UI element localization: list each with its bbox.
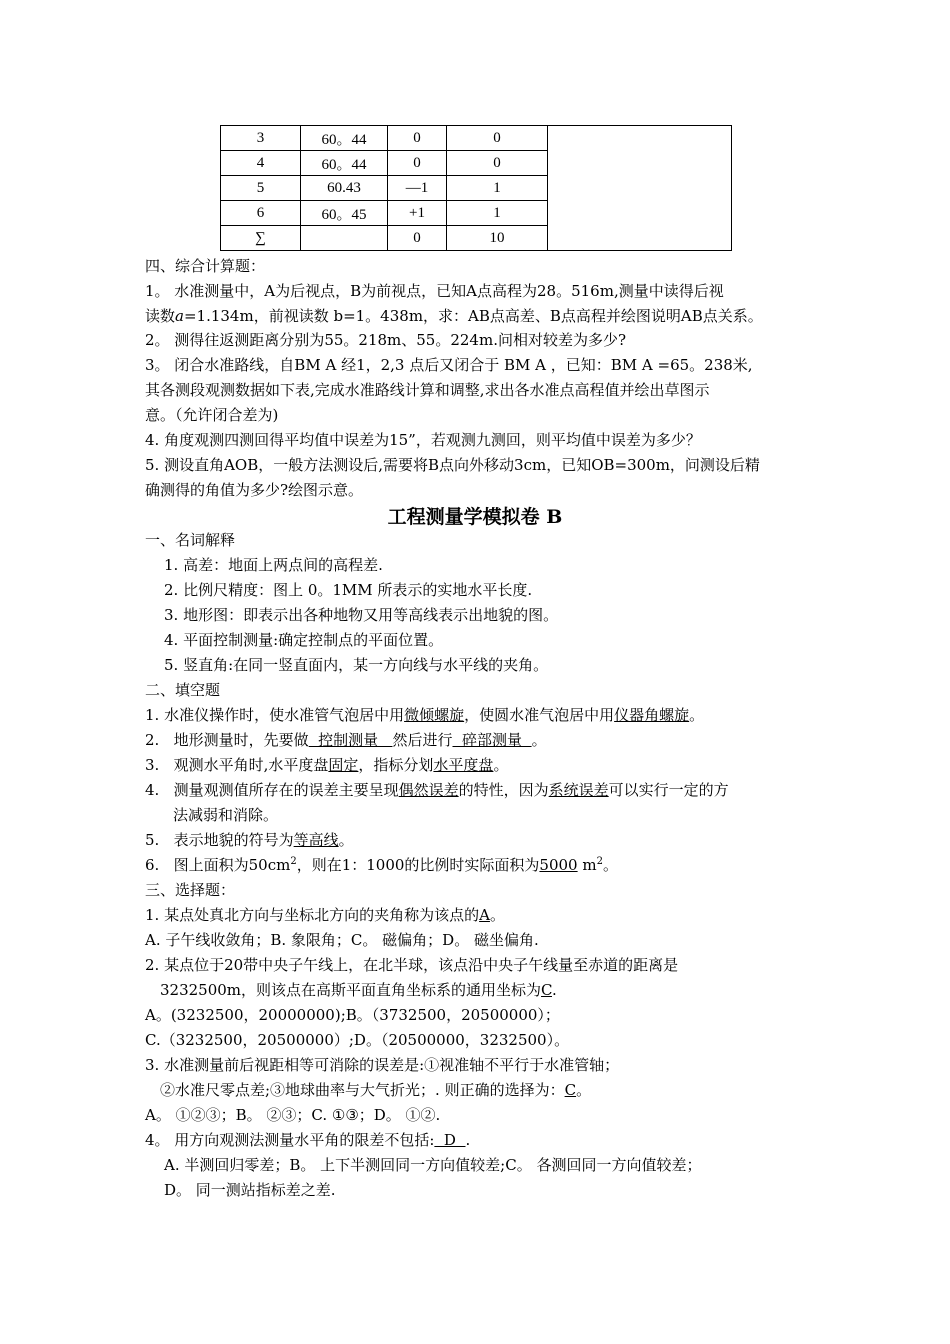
- question-line: 4. 角度观测四测回得平均值中误差为15”，若观测九测回，则平均值中误差为多少？: [145, 431, 701, 449]
- table-cell: 60。44: [301, 126, 388, 151]
- question-line: 意。（允许闭合差为): [145, 406, 279, 424]
- table-cell: 3: [221, 126, 301, 151]
- choice-question: 2. 某点位于20带中央子午线上，在北半球，该点沿中央子午线量至赤道的距离是: [145, 956, 679, 974]
- choice-question: 3. 水准测量前后视距相等可消除的误差是:①视准轴不平行于水准管轴；: [145, 1056, 620, 1074]
- table-cell: —1: [388, 176, 447, 201]
- question-line: 1。 水准测量中，A为后视点，B为前视点，已知A点高程为28。516m,测量中读得后视: [145, 282, 724, 300]
- table-cell: 1: [447, 176, 548, 201]
- table-cell: [301, 226, 388, 251]
- question-line: 5. 测设直角AOB，一般方法测设后,需要将B点向外移动3cm，已知OB=300m，问测设后精: [145, 456, 760, 474]
- choice-options: D。 同一测站指标差之差.: [164, 1181, 336, 1199]
- choice-options: C.（3232500，20500000）;D。（20500000，3232500）。: [145, 1031, 570, 1049]
- table-cell: 0: [447, 126, 548, 151]
- table-cell: ∑: [221, 226, 301, 251]
- table-row: [221, 126, 732, 151]
- section-heading: 四、综合计算题：: [145, 257, 266, 275]
- section-heading: 二、填空题: [145, 681, 221, 699]
- table-cell: 60。45: [301, 201, 388, 226]
- question-line: 读数a=1.134m，前视读数 b=1。438m，求：AB点高差、B点高程并绘图说明AB点关系。: [145, 307, 763, 325]
- choice-options: A. 半测回归零差；B。 上下半测回同一方向值较差;C。 各测回同一方向值较差；: [164, 1156, 702, 1174]
- choice-question-continuation: 3232500m，则该点在高斯平面直角坐标系的通用坐标为C.: [160, 981, 557, 999]
- choice-options: A. 子午线收敛角；B. 象限角；C。 磁偏角；D。 磁坐偏角.: [145, 931, 539, 949]
- table-merged-cell: [548, 126, 732, 251]
- table-cell: 60。44: [301, 151, 388, 176]
- table-cell: 0: [388, 126, 447, 151]
- fill-item: 4. 测量观测值所存在的误差主要呈现偶然误差的特性，因为系统误差可以实行一定的方: [145, 781, 729, 799]
- fill-item: 3. 观测水平角时,水平度盘固定，指标分划水平度盘。: [145, 756, 509, 774]
- choice-question-continuation: ②水准尺零点差;③地球曲率与大气折光；. 则正确的选择为：C。: [160, 1081, 592, 1099]
- table-cell: 1: [447, 201, 548, 226]
- table-cell: 10: [447, 226, 548, 251]
- list-item: 3. 地形图：即表示出各种地物又用等高线表示出地貌的图。: [164, 606, 559, 624]
- list-item: 4. 平面控制测量:确定控制点的平面位置。: [164, 631, 444, 649]
- exam-title: 工程测量学模拟卷 B: [387, 506, 563, 528]
- fill-item: 2. 地形测量时，先要做 控制测量 然后进行 碎部测量 。: [145, 731, 547, 749]
- table-cell: 0: [388, 151, 447, 176]
- fill-item: 1. 水准仪操作时，使水准管气泡居中用微倾螺旋，使圆水准气泡居中用仪器角螺旋。: [145, 706, 705, 724]
- table-cell: 60.43: [301, 176, 388, 201]
- choice-question: 4。 用方向观测法测量水平角的限差不包括: D .: [145, 1131, 471, 1149]
- list-item: 2. 比例尺精度：图上 0。1MM 所表示的实地水平长度.: [164, 581, 533, 599]
- choice-options: A。 ①②③；B。 ②③；C. ①③；D。 ①②.: [145, 1106, 441, 1124]
- fill-item: 5. 表示地貌的符号为等高线。: [145, 831, 354, 849]
- section-heading: 三、选择题：: [145, 881, 236, 899]
- fill-item-continuation: 法减弱和消除。: [173, 806, 279, 824]
- choice-options: A。(3232500，20000000);B。（3732500，20500000）；: [145, 1006, 560, 1024]
- table-cell: 4: [221, 151, 301, 176]
- table-cell: 0: [447, 151, 548, 176]
- question-line: 其各测段观测数据如下表,完成水准路线计算和调整,求出各水准点高程值并绘出草图示: [145, 381, 710, 399]
- question-line: 2。 测得往返测距离分别为55。218m、55。224m.问相对较差为多少?: [145, 331, 627, 349]
- fill-item: 6. 图上面积为$50cm^2$，则在1：1000的比例时实际面积为5000 $m^2$。: [145, 856, 618, 874]
- table-cell: 5: [221, 176, 301, 201]
- table-cell: +1: [388, 201, 447, 226]
- data-table: [220, 125, 732, 251]
- section-heading: 一、名词解释: [145, 531, 236, 549]
- question-line: 确测得的角值为多少?绘图示意。: [145, 481, 364, 499]
- table-cell: 6: [221, 201, 301, 226]
- list-item: 1. 高差：地面上两点间的高程差.: [164, 556, 383, 574]
- choice-question: 1. 某点处真北方向与坐标北方向的夹角称为该点的A。: [145, 906, 505, 924]
- list-item: 5. 竖直角:在同一竖直面内，某一方向线与水平线的夹角。: [164, 656, 549, 674]
- question-line: 3。 闭合水准路线，自BM A 经1，2,3 点后又闭合于 BM A ，已知：BM A =65。238米,: [145, 356, 753, 374]
- table-cell: 0: [388, 226, 447, 251]
